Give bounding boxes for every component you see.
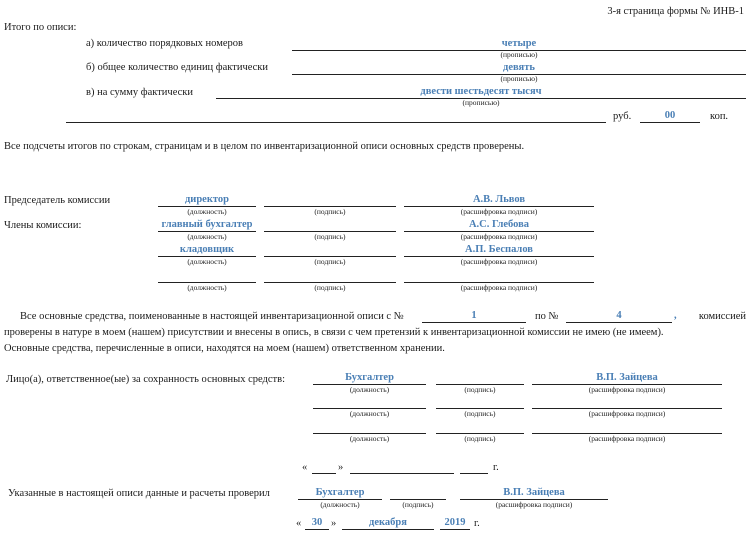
- rub-label: руб.: [613, 111, 632, 122]
- resp3-name-caption: (расшифровка подписи): [588, 434, 666, 443]
- verified-position-caption: (должность): [320, 500, 360, 509]
- date1-close-quote: »: [338, 462, 344, 473]
- chair-signature-caption: (подпись): [314, 207, 346, 216]
- member1-position-caption: (должность): [187, 232, 227, 241]
- verified-name: В.П. Зайцева: [503, 487, 565, 498]
- totals-a-label: а) количество порядковых номеров: [86, 38, 243, 49]
- totals-a-value: четыре: [501, 38, 537, 49]
- resp3-signature-caption: (подпись): [464, 434, 496, 443]
- member2-position-caption: (должность): [187, 257, 227, 266]
- totals-b-caption: (прописью): [500, 74, 538, 83]
- from-number-line: [422, 322, 526, 323]
- member1-name: А.С. Глебова: [468, 219, 530, 230]
- resp2-signature-caption: (подпись): [464, 409, 496, 418]
- date2-year: 2019: [444, 517, 466, 528]
- chair-name-caption: (расшифровка подписи): [460, 207, 538, 216]
- totals-a-caption: (прописью): [500, 50, 538, 59]
- resp3-position-caption: (должность): [349, 434, 390, 443]
- member3-signature-caption: (подпись): [314, 283, 346, 292]
- totals-c-value: двести шестьдесят тысяч: [420, 86, 542, 97]
- resp2-position-caption: (должность): [349, 409, 390, 418]
- totals-c-caption: (прописью): [462, 98, 500, 107]
- member1-name-caption: (расшифровка подписи): [460, 232, 538, 241]
- resp1-position-caption: (должность): [349, 385, 390, 394]
- paragraph-line1-start: Все основные средства, поименованные в настоящей инвентаризационной описи с №: [20, 311, 404, 322]
- date2-day-line: [305, 529, 329, 530]
- resp1-name: В.П. Зайцева: [596, 372, 658, 383]
- date1-open-quote: «: [302, 462, 308, 473]
- verified-name-caption: (расшифровка подписи): [495, 500, 573, 509]
- responsible-label: Лицо(а), ответственное(ые) за сохранность основных средств:: [6, 374, 286, 385]
- date2-close-quote: »: [331, 518, 337, 529]
- resp1-signature-caption: (подпись): [464, 385, 496, 394]
- member2-name-caption: (расшифровка подписи): [460, 257, 538, 266]
- form-page-label: 3-я страница формы № ИНВ-1: [607, 6, 744, 17]
- to-number-line: [566, 322, 672, 323]
- date1-day-line: [312, 473, 336, 474]
- verified-label: Указанные в настоящей описи данные и расчеты проверил: [8, 488, 270, 499]
- totals-checked-statement: Все подсчеты итогов по строкам, страницам и в целом по инвентаризационной описи основных средств проверены.: [4, 141, 525, 152]
- paragraph-line1-end: комиссией: [698, 311, 746, 322]
- verified-signature-caption: (подпись): [402, 500, 434, 509]
- to-number: 4: [616, 310, 622, 321]
- resp1-position: Бухгалтер: [345, 372, 394, 383]
- date2-year-line: [440, 529, 470, 530]
- paragraph-line3: Основные средства, перечисленные в описи, находятся на моем (нашем) ответственном хранении.: [4, 343, 445, 354]
- chair-name: А.В. Львов: [472, 194, 526, 205]
- member3-position-caption: (должность): [187, 283, 227, 292]
- date2-year-suffix: г.: [474, 518, 480, 529]
- totals-b-label: б) общее количество единиц фактически: [86, 62, 269, 73]
- chair-position: директор: [184, 194, 230, 205]
- member1-position: главный бухгалтер: [161, 219, 253, 230]
- kop-value: 00: [664, 110, 676, 121]
- paragraph-line2: проверены в натуре в моем (нашем) присутствии и внесены в опись, в связи с чем претензий к инвентаризационной комиссии не имею (не имеем).: [4, 327, 664, 338]
- date2-open-quote: «: [296, 518, 302, 529]
- to-number-comma: ,: [674, 310, 677, 321]
- to-number-label: по №: [535, 311, 559, 322]
- date1-month-line: [350, 473, 454, 474]
- members-label: Члены комиссии:: [4, 220, 82, 231]
- member3-name-caption: (расшифровка подписи): [460, 283, 538, 292]
- date2-month: декабря: [369, 517, 407, 528]
- date1-year-line: [460, 473, 488, 474]
- totals-b-value: девять: [503, 62, 535, 73]
- member2-signature-caption: (подпись): [314, 257, 346, 266]
- kop-line: [640, 122, 700, 123]
- totals-sum-line: [66, 122, 606, 123]
- member1-signature-caption: (подпись): [314, 232, 346, 241]
- chair-position-caption: (должность): [187, 207, 227, 216]
- totals-c-label: в) на сумму фактически: [86, 87, 193, 98]
- date1-year-suffix: г.: [493, 462, 499, 473]
- date2-day: 30: [311, 517, 323, 528]
- verified-position: Бухгалтер: [315, 487, 365, 498]
- member2-position: кладовщик: [179, 244, 235, 255]
- from-number: 1: [471, 310, 477, 321]
- totals-title: Итого по описи:: [4, 22, 77, 33]
- date2-month-line: [342, 529, 434, 530]
- kop-label: коп.: [710, 111, 729, 122]
- member2-name: А.П. Беспалов: [465, 244, 533, 255]
- chair-label: Председатель комиссии: [4, 195, 111, 206]
- resp1-name-caption: (расшифровка подписи): [588, 385, 666, 394]
- resp2-name-caption: (расшифровка подписи): [588, 409, 666, 418]
